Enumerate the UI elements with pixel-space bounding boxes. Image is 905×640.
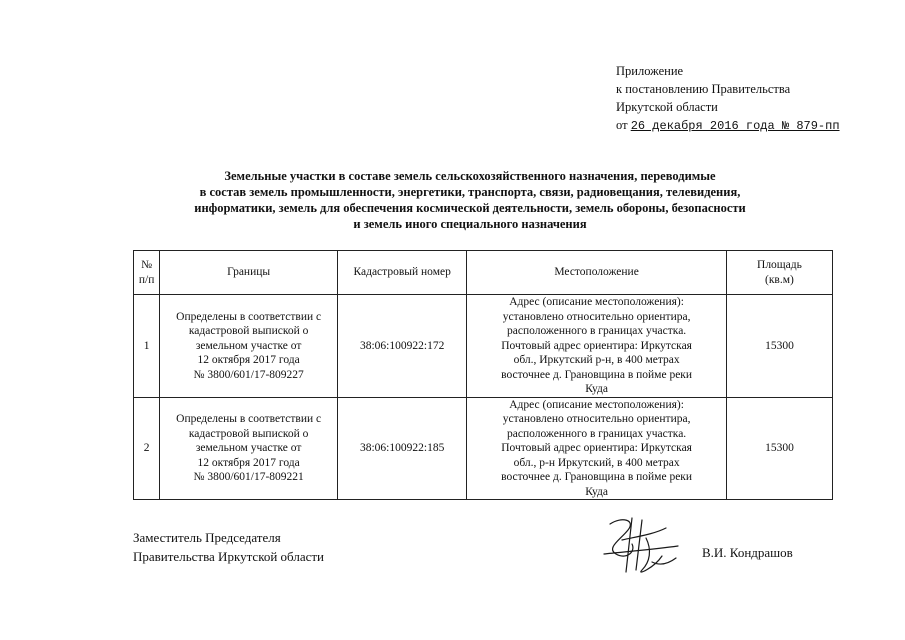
handwritten-signature xyxy=(592,510,688,580)
location-line: Почтовый адрес ориентира: Иркутская xyxy=(501,339,692,352)
location-line: установлено относительно ориентира, xyxy=(502,413,691,425)
title-line-1: Земельные участки в составе земель сельскохозяйственного назначения, переводимые xyxy=(224,169,716,183)
row-cadastral: 38:06:100922:185 xyxy=(338,397,467,500)
appendix-header xyxy=(616,62,840,135)
borders-line: 12 октября 2017 года xyxy=(197,456,300,469)
row-borders xyxy=(160,397,338,500)
borders-line: кадастровой выпиской о xyxy=(188,325,309,337)
borders-line: земельном участке от xyxy=(195,442,302,454)
date-stamp: 26 декабря 2016 года № 879-пп xyxy=(630,119,840,133)
location-line: Куда xyxy=(585,485,608,498)
signatory-position-line-1: Заместитель Председателя xyxy=(133,530,281,545)
header-cadastral: Кадастровый номер xyxy=(338,251,467,295)
table-row xyxy=(134,295,833,398)
appendix-region-line: Иркутской области xyxy=(616,100,718,114)
row-location xyxy=(467,295,727,398)
borders-line: № 3800/601/17-809221 xyxy=(193,471,304,483)
location-line: Адрес (описание местоположения): xyxy=(509,398,684,411)
row-borders xyxy=(160,295,338,398)
appendix-date-line xyxy=(616,116,840,135)
table-header-row xyxy=(134,251,833,295)
title-line-3: информатики, земель для обеспечения космической деятельности, земель обороны, безопасности xyxy=(194,201,746,215)
location-line: обл., р-н Иркутский, в 400 метрах xyxy=(513,456,680,469)
signatory-name: В.И. Кондрашов xyxy=(702,545,793,560)
borders-line: 12 октября 2017 года xyxy=(197,354,300,366)
borders-line: № 3800/601/17-809227 xyxy=(193,368,304,381)
row-number: 1 xyxy=(134,295,160,398)
date-prefix: от xyxy=(616,118,628,132)
location-line: Куда xyxy=(585,383,608,395)
appendix-title: Приложение xyxy=(616,64,684,78)
header-location: Местоположение xyxy=(467,251,727,295)
row-area: 15300 xyxy=(726,295,832,398)
location-line: установлено относительно ориентира, xyxy=(502,310,691,323)
header-area xyxy=(726,251,832,295)
title-line-4: и земель иного специального назначения xyxy=(353,217,587,231)
location-line: Почтовый адрес ориентира: Иркутская xyxy=(501,442,692,454)
header-number-abbr: п/п xyxy=(138,273,155,286)
header-number-sign: № xyxy=(141,259,153,271)
location-line: Адрес (описание местоположения): xyxy=(509,296,684,308)
header-area-label: Площадь xyxy=(757,259,802,271)
document-title xyxy=(120,168,820,232)
title-line-2: в состав земель промышленности, энергетики, транспорта, связи, радиовещания, телевидения, xyxy=(199,185,741,199)
table-row xyxy=(134,397,833,500)
header-number xyxy=(134,251,160,295)
borders-line: Определены в соответствии с xyxy=(176,413,322,425)
borders-line: Определены в соответствии с xyxy=(176,310,322,323)
row-area: 15300 xyxy=(726,397,832,500)
location-line: восточнее д. Грановщина в пойме реки xyxy=(501,368,693,381)
location-line: расположенного в границах участка. xyxy=(507,427,687,440)
borders-line: кадастровой выпиской о xyxy=(188,427,309,440)
location-line: расположенного в границах участка. xyxy=(507,325,687,337)
header-area-unit: (кв.м) xyxy=(765,273,794,286)
signatory-position xyxy=(133,528,324,566)
row-cadastral: 38:06:100922:172 xyxy=(338,295,467,398)
location-line: восточнее д. Грановщина в пойме реки xyxy=(501,471,693,483)
borders-line: земельном участке от xyxy=(195,339,302,352)
header-borders: Границы xyxy=(160,251,338,295)
signatory-position-line-2: Правительства Иркутской области xyxy=(133,549,325,564)
location-line: обл., Иркутский р-н, в 400 метрах xyxy=(513,354,680,366)
appendix-resolution-line: к постановлению Правительства xyxy=(616,82,791,96)
row-number: 2 xyxy=(134,397,160,500)
land-plots-table xyxy=(133,250,833,500)
row-location xyxy=(467,397,727,500)
